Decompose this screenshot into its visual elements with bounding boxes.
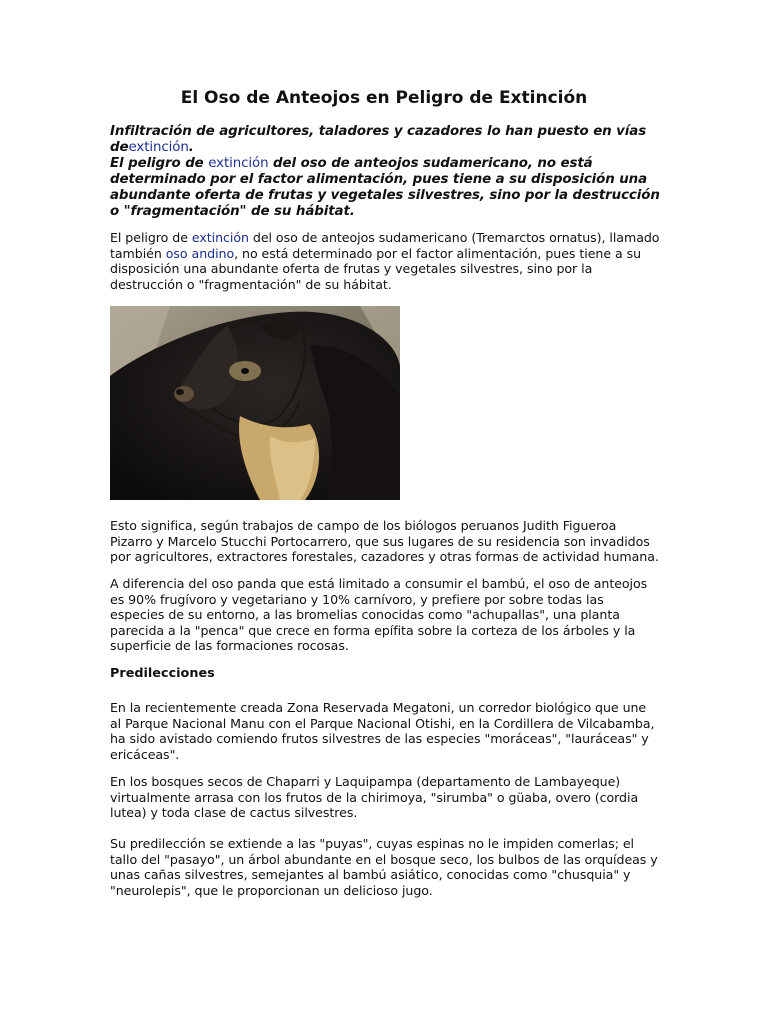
- paragraph-3: A diferencia del oso panda que está limitado a consumir el bambú, el oso de anteojos es 90% frugívoro y vegetariano y 10% carnívoro, y prefiere por sobre todas las especies de su entorno, a las bromelias conocidas como "achupallas", una planta parecida a la "penca" que crece en forma epífita sobre la corteza de los árboles y la superficie de las formaciones rocosas.: [110, 576, 648, 653]
- extincion-link[interactable]: extinción: [191, 230, 249, 245]
- bear-photo: [110, 306, 400, 500]
- section-heading-predilecciones: Predilecciones: [110, 666, 215, 681]
- paragraph-6: Su predilección se extiende a las "puyas", cuyas espinas no le impiden comerlas; el tallo del "pasayo", un árbol abundante en el bosque seco, los bulbos de las orquídeas y unas cañas silvestres, semejantes al bambú asiático, conocidas como "chusquia" y "neurolepis", que le proporcionan un delicioso jugo.: [110, 836, 658, 898]
- lead-paragraph: [110, 124, 670, 220]
- lead-line2-start: El peligro de: [110, 156, 209, 171]
- page-title: El Oso de Anteojos en Peligro de Extinción: [180, 88, 588, 108]
- lead-line1: Infiltración de agricultores, taladores y cazadores lo han puesto en vías de: [110, 124, 647, 155]
- extincion-link-lead-2[interactable]: extinción: [208, 156, 269, 171]
- p1-end: , no está determinado por el factor alimentación, pues tiene a su disposición una abundante oferta de frutas y vegetales silvestres, sino por la destrucción o "fragmentación" de su hábitat.: [110, 245, 642, 292]
- paragraph-5: En los bosques secos de Chaparri y Laquipampa (departamento de Lambayeque) virtualmente arrasa con los frutos de la chirimoya, "sirumba" o güaba, overo (cordia lutea) y toda clase de cactus silvestres.: [110, 774, 639, 820]
- paragraph-4: En la recientemente creada Zona Reservada Megatoni, un corredor biológico que une al Parque Nacional Manu con el Parque Nacional Otishi, en la Cordillera de Vilcabamba, ha sido avistado comiendo frutos silvestres de las especies "moráceas", "lauráceas" y ericáceas".: [110, 700, 655, 762]
- p1-start: El peligro de: [110, 230, 192, 245]
- lead-line1-end: .: [188, 140, 194, 155]
- lead-line2-rest: del oso de anteojos sudamericano, no está determinado por el factor alimentación, pues tiene a su disposición una abundante oferta de frutas y vegetales silvestres, sino por la destrucción o "fragmentación" de su hábitat.: [110, 156, 660, 219]
- p1-mid: del oso de anteojos sudamericano (Tremarctos ornatus), llamado también: [110, 230, 660, 261]
- spectacled-bear-image: [110, 306, 400, 500]
- extincion-link-lead[interactable]: extinción: [128, 140, 189, 155]
- oso-andino-link[interactable]: oso andino: [165, 245, 235, 261]
- paragraph-2: Esto significa, según trabajos de campo de los biólogos peruanos Judith Figueroa Pizarro y Marcelo Stucchi Portocarrero, que sus lugares de su residencia son invadidos por agricultores, extractores forestales, cazadores y otras formas de actividad humana.: [110, 518, 659, 564]
- paragraph-1: [110, 230, 660, 292]
